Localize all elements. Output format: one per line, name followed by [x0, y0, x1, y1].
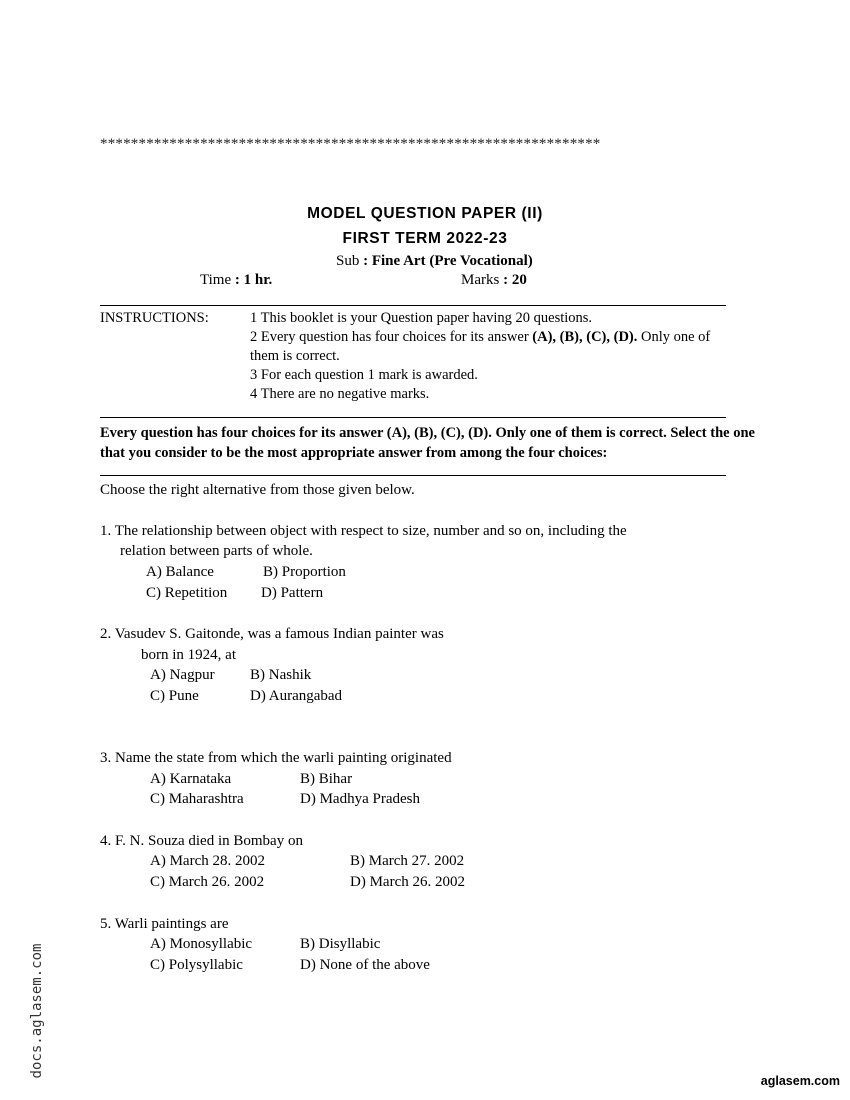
- subject-value: : Fine Art (Pre Vocational): [363, 253, 533, 269]
- question-2-option-c: C) Pune: [150, 688, 199, 704]
- term-title: FIRST TERM 2022-23: [342, 230, 508, 247]
- choose-text: Choose the right alternative from those given below.: [100, 482, 415, 498]
- instruction-2-cont: them is correct.: [250, 348, 340, 364]
- question-3-option-b: B) Bihar: [300, 771, 353, 787]
- rule-mid: [100, 417, 726, 418]
- paper-title: MODEL QUESTION PAPER (II): [307, 205, 543, 222]
- intro-instructions: Every question has four choices for its answer (A), (B), (C), (D). Only one of them is correct. Select the one that you consider to be the most appropriate answer from among the four choices:: [100, 425, 755, 461]
- subject-prefix: Sub: [336, 253, 364, 269]
- question-1-option-c: C) Repetition: [146, 585, 228, 601]
- question-3-option-c: C) Maharashtra: [150, 791, 244, 807]
- question-5-text: 5. Warli paintings are: [100, 916, 229, 932]
- question-1-option-a: A) Balance: [146, 564, 214, 580]
- question-3-option-d: D) Madhya Pradesh: [300, 791, 420, 807]
- instruction-2-text: 2 Every question has four choices for its answer: [250, 329, 533, 345]
- marks-value: : 20: [503, 272, 527, 288]
- question-1-text: 1. The relationship between object with respect to size, number and so on, including the: [100, 523, 627, 539]
- time-value: : 1 hr.: [234, 272, 273, 288]
- marks-line: [461, 272, 527, 289]
- question-5-option-a: A) Monosyllabic: [150, 936, 253, 952]
- instruction-4: 4 There are no negative marks.: [250, 386, 430, 402]
- question-2-option-b: B) Nashik: [250, 667, 312, 683]
- instruction-2-tail: Only one of: [637, 329, 711, 345]
- question-1-option-d: D) Pattern: [261, 585, 324, 601]
- time-line: [200, 272, 272, 289]
- question-3-option-a: A) Karnataka: [150, 771, 232, 787]
- rule-bottom: [100, 475, 726, 476]
- question-4-option-c: C) March 26. 2002: [150, 874, 265, 890]
- question-4-option-d: D) March 26. 2002: [350, 874, 465, 890]
- question-4-text: 4. F. N. Souza died in Bombay on: [100, 833, 303, 849]
- question-2-option-a: A) Nagpur: [150, 667, 215, 683]
- question-1-text-cont: relation between parts of whole.: [120, 543, 313, 559]
- instruction-2-choices: (A), (B), (C), (D).: [532, 329, 638, 345]
- question-3-text: 3. Name the state from which the warli painting originated: [100, 750, 452, 766]
- rule-top: [100, 305, 726, 306]
- marks-prefix: Marks: [461, 272, 504, 288]
- time-prefix: Time: [200, 272, 235, 288]
- question-2-text-cont: born in 1924, at: [141, 647, 236, 663]
- question-5-option-d: D) None of the above: [300, 957, 430, 973]
- star-divider: *****************************************************************: [100, 136, 601, 152]
- question-4-option-a: A) March 28. 2002: [150, 853, 265, 869]
- question-4-option-b: B) March 27. 2002: [350, 853, 465, 869]
- question-2-text: 2. Vasudev S. Gaitonde, was a famous Indian painter was: [100, 626, 444, 642]
- instruction-1: 1 This booklet is your Question paper having 20 questions.: [250, 310, 593, 326]
- question-2-option-d: D) Aurangabad: [250, 688, 343, 704]
- instructions-label: INSTRUCTIONS:: [100, 310, 209, 326]
- side-watermark: docs.aglasem.com: [29, 943, 45, 1079]
- subject-line: [336, 253, 533, 270]
- question-5-option-b: B) Disyllabic: [300, 936, 381, 952]
- brand-watermark: aglasem.com: [760, 1074, 840, 1088]
- question-5-option-c: C) Polysyllabic: [150, 957, 243, 973]
- instruction-2: [250, 329, 710, 346]
- instruction-3: 3 For each question 1 mark is awarded.: [250, 367, 478, 383]
- question-1-option-b: B) Proportion: [263, 564, 346, 580]
